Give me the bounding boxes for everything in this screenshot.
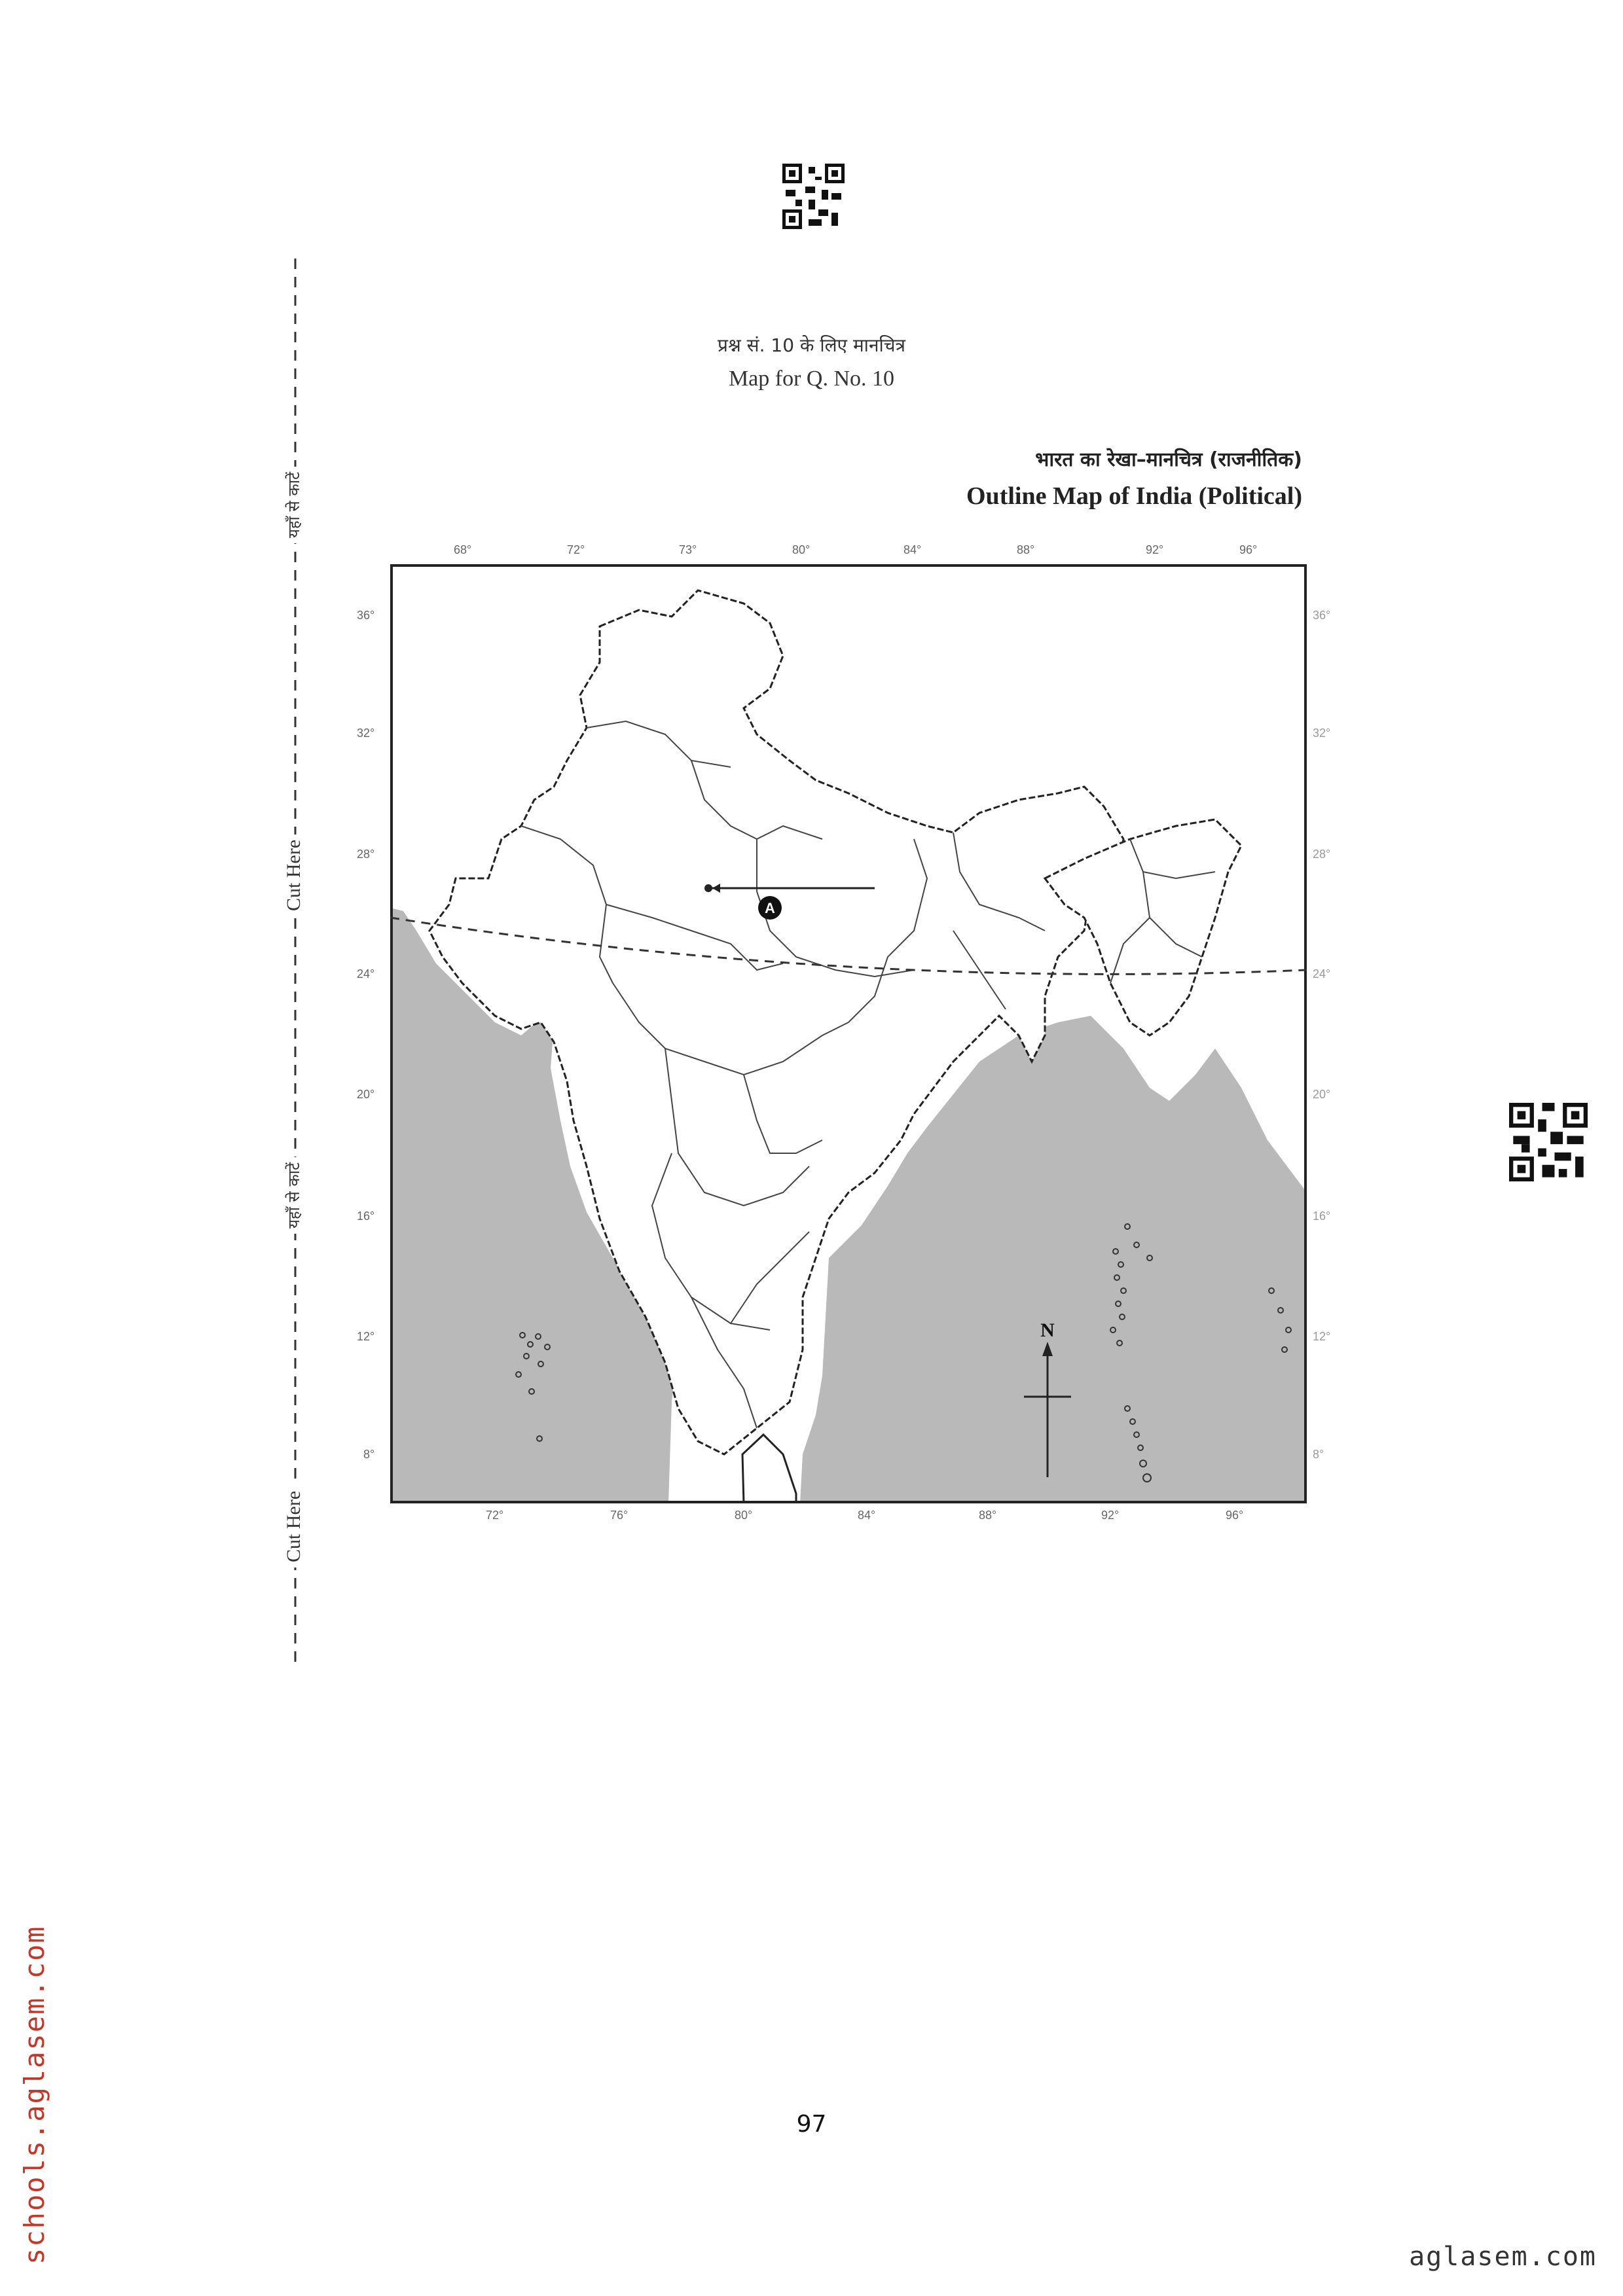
- top-longitude-label: 80°: [792, 543, 811, 556]
- left-latitude-label: 20°: [357, 1088, 375, 1101]
- left-latitude-label: 12°: [357, 1330, 375, 1343]
- site-watermark-left[interactable]: schools.aglasem.com: [18, 1925, 50, 2265]
- left-latitude-label: 28°: [357, 848, 375, 861]
- marker-a: [758, 896, 782, 920]
- question-title-hindi: प्रश्न सं. 10 के लिए मानचित्र: [718, 334, 905, 356]
- cut-label-hindi-middle: यहाँ से काटें: [283, 1157, 304, 1234]
- right-latitude-label: 36°: [1313, 609, 1331, 622]
- question-title-english: Map for Q. No. 10: [728, 367, 895, 391]
- right-latitude-label: 8°: [1313, 1448, 1324, 1461]
- north-label: N: [1040, 1319, 1055, 1341]
- right-latitude-label: 12°: [1313, 1330, 1331, 1343]
- top-longitude-label: 96°: [1239, 543, 1258, 556]
- map-heading-english: Outline Map of India (Political): [966, 482, 1302, 510]
- cut-label-hindi-top: यहाँ से काटें: [283, 467, 304, 543]
- top-longitude-label: 92°: [1146, 543, 1164, 556]
- top-longitude-label: 88°: [1017, 543, 1035, 556]
- bottom-longitude-label: 92°: [1101, 1509, 1120, 1522]
- top-longitude-label: 73°: [679, 543, 697, 556]
- bottom-longitude-label: 96°: [1226, 1509, 1244, 1522]
- map-heading-hindi: भारत का रेखा–मानचित्र (राजनीतिक): [1035, 448, 1302, 471]
- left-latitude-label: 32°: [357, 726, 375, 740]
- right-latitude-label: 32°: [1313, 726, 1331, 740]
- bottom-longitude-label: 80°: [735, 1509, 753, 1522]
- left-latitude-label: 16°: [357, 1210, 375, 1223]
- top-longitude-label: 72°: [567, 543, 585, 556]
- bottom-longitude-label: 72°: [486, 1509, 504, 1522]
- left-latitude-label: 8°: [363, 1448, 375, 1461]
- right-latitude-label: 16°: [1313, 1210, 1331, 1223]
- bottom-longitude-label: 88°: [979, 1509, 997, 1522]
- right-latitude-label: 28°: [1313, 848, 1331, 861]
- right-latitude-label: 20°: [1313, 1088, 1331, 1101]
- bottom-longitude-label: 84°: [858, 1509, 876, 1522]
- left-latitude-label: 36°: [357, 609, 375, 622]
- top-longitude-label: 84°: [903, 543, 922, 556]
- india-outline-map: [390, 564, 1307, 1503]
- cut-label-english-upper: Cut Here: [283, 834, 305, 916]
- left-latitude-label: 24°: [357, 967, 375, 980]
- top-longitude-label: 68°: [454, 543, 472, 556]
- marker-a-label: A: [765, 900, 775, 916]
- right-latitude-label: 24°: [1313, 967, 1331, 980]
- site-watermark-right[interactable]: aglasem.com: [1409, 2242, 1597, 2272]
- qr-code-right: [1509, 1103, 1588, 1181]
- bottom-longitude-label: 76°: [610, 1509, 629, 1522]
- cut-label-english-lower: Cut Here: [283, 1486, 305, 1568]
- qr-code-top: [782, 164, 845, 229]
- page-number: 97: [796, 2111, 827, 2138]
